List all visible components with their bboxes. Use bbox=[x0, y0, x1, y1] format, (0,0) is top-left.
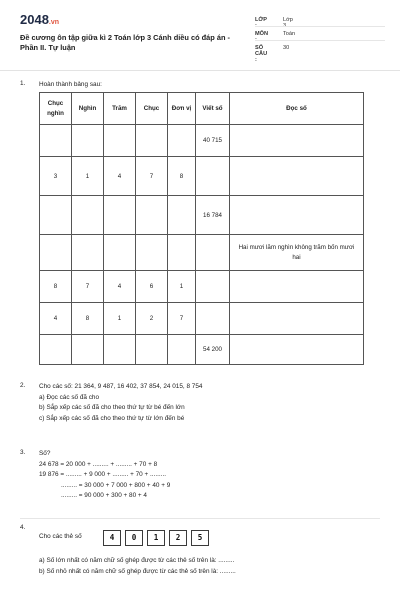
table-row bbox=[40, 235, 364, 271]
question-number: 1. bbox=[20, 80, 26, 87]
number-card: 4 bbox=[103, 530, 121, 546]
meta-value: Toán bbox=[283, 31, 296, 37]
document-title: Đề cương ôn tập giữa kì 2 Toán lớp 3 Cánh diều có đáp án - Phần II. Tự luận bbox=[20, 33, 230, 52]
table-cell: 7 bbox=[72, 271, 104, 303]
table-cell bbox=[40, 125, 72, 157]
column-header: Viết số bbox=[196, 93, 230, 125]
table-row bbox=[40, 157, 364, 196]
table-row bbox=[40, 125, 364, 157]
table-cell: 8 bbox=[168, 157, 196, 196]
table-cell bbox=[72, 196, 104, 235]
number-card: 2 bbox=[169, 530, 187, 546]
question-number: 2. bbox=[20, 382, 26, 389]
table-cell bbox=[136, 125, 168, 157]
number-card: 1 bbox=[147, 530, 165, 546]
sub-item: a) Số lớn nhất có năm chữ số ghép được từ các thẻ số trên là: ......... bbox=[39, 557, 235, 564]
site-logo[interactable]: 2048.vn bbox=[20, 12, 60, 27]
table-row bbox=[40, 335, 364, 365]
table-cell: 7 bbox=[136, 157, 168, 196]
table-cell: 1 bbox=[72, 157, 104, 196]
table-cell: 2 bbox=[136, 303, 168, 335]
page-header bbox=[0, 0, 400, 71]
question-2 bbox=[39, 382, 379, 424]
place-value-table bbox=[39, 92, 364, 365]
table-cell bbox=[104, 125, 136, 157]
meta-value: Lớp 3 bbox=[283, 17, 293, 29]
column-header: Chục bbox=[136, 93, 168, 125]
meta-key: MÔN : bbox=[255, 31, 269, 43]
sub-item: b) Số nhỏ nhất có năm chữ số ghép được từ các thẻ số trên là: ......... bbox=[39, 567, 236, 575]
table-cell bbox=[196, 271, 230, 303]
question-3 bbox=[39, 449, 379, 502]
table-cell: 54 200 bbox=[196, 335, 230, 365]
table-cell bbox=[230, 303, 364, 335]
column-header: Chục nghìn bbox=[40, 93, 72, 125]
table-cell: 40 715 bbox=[196, 125, 230, 157]
table-cell: 7 bbox=[168, 303, 196, 335]
table-cell bbox=[168, 196, 196, 235]
column-header: Trăm bbox=[104, 93, 136, 125]
table-cell bbox=[104, 335, 136, 365]
table-cell: 1 bbox=[104, 303, 136, 335]
sub-item: b) Sắp xếp các số đã cho theo thứ tự từ bé đến lớn bbox=[39, 404, 185, 411]
table-cell bbox=[230, 335, 364, 365]
question-4-items bbox=[39, 556, 384, 577]
table-cell: 1 bbox=[168, 271, 196, 303]
number-card: 5 bbox=[191, 530, 209, 546]
table-row bbox=[40, 303, 364, 335]
table-cell bbox=[40, 235, 72, 271]
equation-line: 24 678 = 20 000 + ......... + ......... + 70 + 8 bbox=[39, 460, 158, 468]
question-number: 3. bbox=[20, 449, 26, 456]
question-1-text: Hoàn thành bảng sau: bbox=[39, 81, 102, 88]
table-cell: 8 bbox=[40, 271, 72, 303]
table-cell bbox=[104, 196, 136, 235]
equation-line: ......... = 30 000 + 7 000 + 800 + 40 + 9 bbox=[61, 481, 171, 489]
table-cell: 4 bbox=[104, 271, 136, 303]
table-cell: 4 bbox=[40, 303, 72, 335]
table-cell: 8 bbox=[72, 303, 104, 335]
table-cell bbox=[72, 335, 104, 365]
table-cell bbox=[230, 196, 364, 235]
table-cell: 4 bbox=[104, 157, 136, 196]
question-2-text: Cho các số: 21 364, 9 487, 16 402, 37 854, 24 015, 8 754 bbox=[39, 383, 203, 390]
table-cell bbox=[196, 235, 230, 271]
table-cell bbox=[168, 125, 196, 157]
table-cell bbox=[230, 157, 364, 196]
table-cell bbox=[72, 125, 104, 157]
table-cell bbox=[230, 125, 364, 157]
question-3-text: Số? bbox=[39, 450, 51, 457]
equation-line: ......... = 90 000 + 300 + 80 + 4 bbox=[61, 492, 147, 499]
equation-line: 19 876 = ......... + 9 000 + ......... + 70 + ......... bbox=[39, 471, 167, 478]
meta-key: LỚP : bbox=[255, 17, 267, 29]
meta-key: SỐ CÂU : bbox=[255, 45, 268, 63]
table-cell: Hai mươi lăm nghìn không trăm bốn mươi hai bbox=[230, 235, 364, 271]
table-cell: 16 784 bbox=[196, 196, 230, 235]
table-cell: 6 bbox=[136, 271, 168, 303]
table-cell bbox=[196, 157, 230, 196]
meta-value: 30 bbox=[283, 45, 290, 51]
table-header-row bbox=[40, 93, 364, 125]
table-cell bbox=[136, 335, 168, 365]
table-cell bbox=[168, 335, 196, 365]
table-row bbox=[40, 196, 364, 235]
column-header: Đơn vị bbox=[168, 93, 196, 125]
table-cell bbox=[104, 235, 136, 271]
table-cell bbox=[136, 235, 168, 271]
table-cell bbox=[40, 196, 72, 235]
table-cell bbox=[40, 335, 72, 365]
question-4-text: Cho các thẻ số bbox=[39, 533, 82, 540]
sub-item: a) Đọc các số đã cho bbox=[39, 393, 100, 401]
table-cell bbox=[136, 196, 168, 235]
table-cell bbox=[168, 235, 196, 271]
table-row bbox=[40, 271, 364, 303]
column-header: Nghìn bbox=[72, 93, 104, 125]
table-cell: 3 bbox=[40, 157, 72, 196]
sub-item: c) Sắp xếp các số đã cho theo thứ tự từ lớn đến bé bbox=[39, 414, 185, 422]
table-cell bbox=[230, 271, 364, 303]
question-number: 4. bbox=[20, 524, 26, 531]
table-cell bbox=[196, 303, 230, 335]
column-header: Đọc số bbox=[230, 93, 364, 125]
table-cell bbox=[72, 235, 104, 271]
number-card: 0 bbox=[125, 530, 143, 546]
